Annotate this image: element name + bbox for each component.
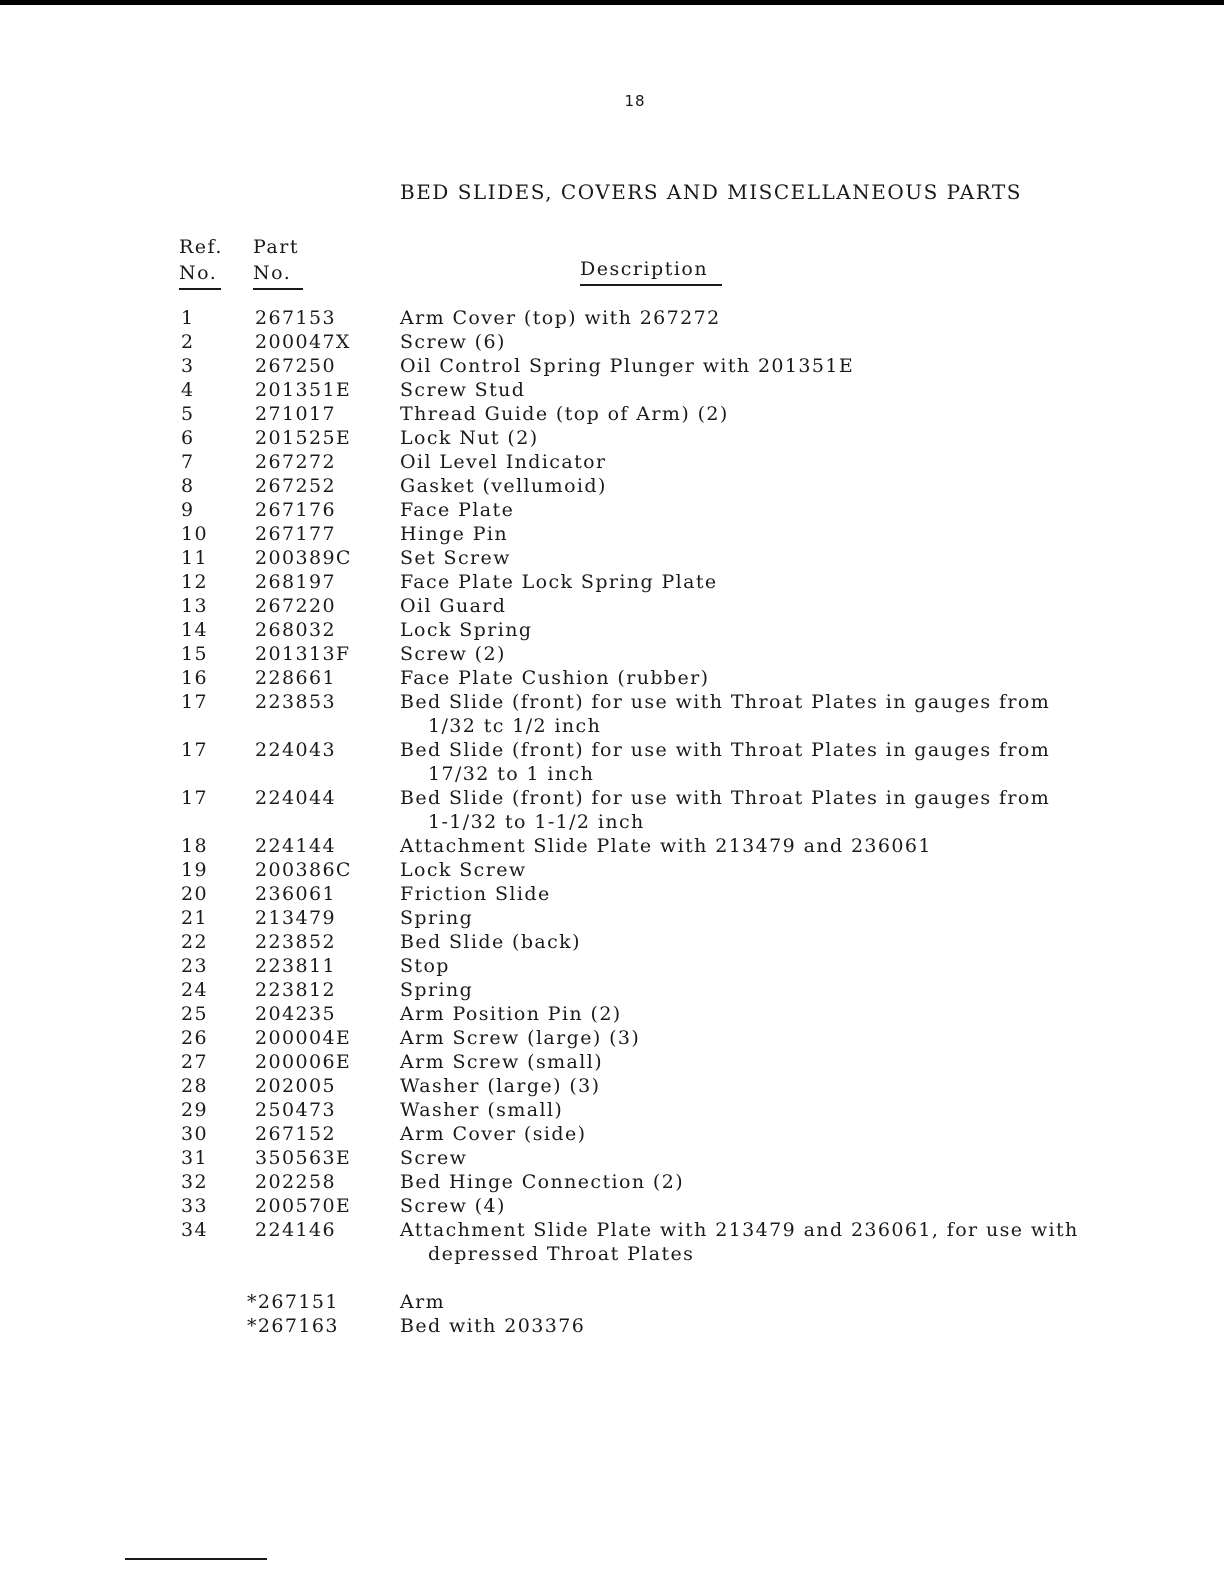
table-row [0, 930, 1224, 954]
part-description-line1: Screw Stud [400, 379, 526, 401]
part-number: 267250 [255, 355, 336, 377]
part-description [400, 1002, 1140, 1026]
part-description [400, 1194, 1140, 1218]
part-number: *267163 [247, 1315, 339, 1337]
table-row [0, 546, 1224, 570]
part-number: 224043 [255, 739, 336, 761]
page-title: BED SLIDES, COVERS AND MISCELLANEOUS PARTS [400, 180, 1022, 204]
part-number: 200047X [255, 331, 351, 353]
ref-number: 31 [181, 1147, 208, 1169]
ref-header-underline [179, 288, 221, 290]
ref-number: 17 [181, 739, 208, 761]
table-row [0, 954, 1224, 978]
part-header-line1: Part [253, 236, 299, 258]
ref-number: 1 [181, 307, 195, 329]
part-description-line2: 1-1/32 to 1-1/2 inch [428, 811, 645, 833]
part-number: 224044 [255, 787, 336, 809]
page-number: 18 [624, 92, 646, 110]
part-number: 204235 [255, 1003, 336, 1025]
part-description-line1: Lock Nut (2) [400, 427, 539, 449]
table-row [0, 522, 1224, 546]
table-row [0, 786, 1224, 834]
part-description-line1: Arm Cover (top) with 267272 [400, 307, 721, 329]
part-description-line1: Bed Hinge Connection (2) [400, 1171, 685, 1193]
part-description-line1: Attachment Slide Plate with 213479 and 236061, for use with [400, 1219, 1079, 1241]
description-header-underline [580, 284, 722, 286]
ref-number: 17 [181, 787, 208, 809]
part-number: 200389C [255, 547, 352, 569]
ref-number: 5 [181, 403, 195, 425]
table-row [0, 450, 1224, 474]
table-row [0, 1290, 1224, 1314]
table-row [0, 882, 1224, 906]
ref-number: 13 [181, 595, 208, 617]
ref-number: 26 [181, 1027, 208, 1049]
part-description-line1: Bed Slide (back) [400, 931, 581, 953]
part-header-underline [253, 288, 303, 290]
ref-number: 20 [181, 883, 208, 905]
part-number: 224146 [255, 1219, 336, 1241]
part-number: 236061 [255, 883, 336, 905]
part-number: *267151 [247, 1291, 339, 1313]
table-row [0, 1146, 1224, 1170]
part-description [400, 594, 1140, 618]
part-number: 201313F [255, 643, 351, 665]
ref-number: 28 [181, 1075, 208, 1097]
part-description-line1: Bed Slide (front) for use with Throat Plates in gauges from [400, 739, 1051, 761]
part-number: 200006E [255, 1051, 352, 1073]
part-description-line1: Arm Position Pin (2) [400, 1003, 622, 1025]
ref-header-line1: Ref. [179, 236, 223, 258]
part-number: 200004E [255, 1027, 352, 1049]
part-number: 268197 [255, 571, 336, 593]
part-description [400, 690, 1140, 738]
part-description [400, 1218, 1140, 1266]
table-row [0, 978, 1224, 1002]
part-description-line1: Washer (large) (3) [400, 1075, 601, 1097]
ref-number: 7 [181, 451, 195, 473]
part-description-line1: Hinge Pin [400, 523, 509, 545]
ref-number: 17 [181, 691, 208, 713]
extra-parts-list [0, 1290, 1224, 1338]
part-number: 267252 [255, 475, 336, 497]
table-row [0, 906, 1224, 930]
part-number: 200570E [255, 1195, 352, 1217]
part-description [400, 378, 1140, 402]
part-number: 223852 [255, 931, 336, 953]
table-row [0, 834, 1224, 858]
part-description [400, 954, 1140, 978]
ref-number: 18 [181, 835, 208, 857]
table-row [0, 426, 1224, 450]
table-row [0, 378, 1224, 402]
ref-number: 19 [181, 859, 208, 881]
top-border-rule [0, 0, 1224, 5]
table-row [0, 498, 1224, 522]
ref-number: 2 [181, 331, 195, 353]
part-description [400, 978, 1140, 1002]
part-description-line1: Screw (4) [400, 1195, 506, 1217]
part-number: 202005 [255, 1075, 336, 1097]
part-description-line1: Arm Screw (large) (3) [400, 1027, 641, 1049]
part-number: 267177 [255, 523, 336, 545]
part-description [400, 1122, 1140, 1146]
footnote-rule [125, 1558, 267, 1560]
part-number: 223853 [255, 691, 336, 713]
part-number: 224144 [255, 835, 336, 857]
part-description-line1: Spring [400, 979, 474, 1001]
part-description [400, 426, 1140, 450]
table-row [0, 858, 1224, 882]
part-description-line1: Stop [400, 955, 450, 977]
part-description [400, 1050, 1140, 1074]
ref-number: 34 [181, 1219, 208, 1241]
ref-number: 25 [181, 1003, 208, 1025]
table-row [0, 1170, 1224, 1194]
part-description [400, 930, 1140, 954]
part-description [400, 402, 1140, 426]
part-description [400, 906, 1140, 930]
ref-number: 4 [181, 379, 195, 401]
part-description [400, 666, 1140, 690]
part-description [400, 1074, 1140, 1098]
part-number: 271017 [255, 403, 336, 425]
table-row [0, 1026, 1224, 1050]
ref-number: 23 [181, 955, 208, 977]
part-description [400, 570, 1140, 594]
part-description: Bed with 203376 [400, 1315, 586, 1337]
ref-number: 14 [181, 619, 208, 641]
part-description-line1: Bed Slide (front) for use with Throat Plates in gauges from [400, 787, 1051, 809]
part-description-line1: Screw (6) [400, 331, 506, 353]
table-row [0, 1194, 1224, 1218]
description-header: Description [580, 258, 709, 280]
table-row [0, 330, 1224, 354]
ref-number: 32 [181, 1171, 208, 1193]
part-number: 201525E [255, 427, 352, 449]
table-row [0, 1218, 1224, 1266]
table-row [0, 1098, 1224, 1122]
part-description-line1: Gasket (vellumoid) [400, 475, 607, 497]
part-description [400, 858, 1140, 882]
part-description-line2: 1/32 tc 1/2 inch [428, 715, 602, 737]
part-description [400, 1146, 1140, 1170]
ref-number: 33 [181, 1195, 208, 1217]
ref-number: 6 [181, 427, 195, 449]
table-row [0, 666, 1224, 690]
part-description [400, 1170, 1140, 1194]
part-description-line1: Lock Screw [400, 859, 527, 881]
part-number: 267152 [255, 1123, 336, 1145]
ref-number: 3 [181, 355, 195, 377]
part-description-line1: Spring [400, 907, 474, 929]
part-description-line1: Bed Slide (front) for use with Throat Plates in gauges from [400, 691, 1051, 713]
part-description [400, 354, 1140, 378]
table-row [0, 354, 1224, 378]
part-description-line1: Washer (small) [400, 1099, 564, 1121]
table-row [0, 570, 1224, 594]
table-row [0, 594, 1224, 618]
part-number: 267220 [255, 595, 336, 617]
ref-number: 22 [181, 931, 208, 953]
part-description [400, 450, 1140, 474]
ref-number: 11 [181, 547, 208, 569]
ref-number: 12 [181, 571, 208, 593]
table-row [0, 1050, 1224, 1074]
table-row [0, 690, 1224, 738]
part-description-line1: Set Screw [400, 547, 511, 569]
table-row [0, 402, 1224, 426]
table-row [0, 306, 1224, 330]
part-description-line1: Attachment Slide Plate with 213479 and 236061 [400, 835, 932, 857]
part-number: 267176 [255, 499, 336, 521]
ref-number: 15 [181, 643, 208, 665]
part-number: 200386C [255, 859, 352, 881]
part-description-line1: Screw [400, 1147, 468, 1169]
part-description-line1: Face Plate Lock Spring Plate [400, 571, 718, 593]
ref-number: 29 [181, 1099, 208, 1121]
parts-list [0, 306, 1224, 1266]
part-description [400, 330, 1140, 354]
ref-number: 21 [181, 907, 208, 929]
part-description-line1: Oil Level Indicator [400, 451, 607, 473]
part-description [400, 522, 1140, 546]
part-description-line1: Arm Screw (small) [400, 1051, 604, 1073]
part-number: 223812 [255, 979, 336, 1001]
part-number: 350563E [255, 1147, 352, 1169]
part-number: 268032 [255, 619, 336, 641]
ref-number: 8 [181, 475, 195, 497]
part-description [400, 738, 1140, 786]
table-row [0, 1002, 1224, 1026]
table-row [0, 1314, 1224, 1338]
ref-number: 30 [181, 1123, 208, 1145]
part-description [400, 1098, 1140, 1122]
part-number: 213479 [255, 907, 336, 929]
part-number: 201351E [255, 379, 352, 401]
part-description-line1: Screw (2) [400, 643, 506, 665]
part-description-line1: Face Plate Cushion (rubber) [400, 667, 710, 689]
part-description [400, 546, 1140, 570]
ref-number: 24 [181, 979, 208, 1001]
part-description [400, 642, 1140, 666]
part-number: 228661 [255, 667, 336, 689]
part-number: 202258 [255, 1171, 336, 1193]
part-description: Arm [400, 1291, 446, 1313]
part-description-line1: Lock Spring [400, 619, 533, 641]
ref-number: 16 [181, 667, 208, 689]
part-description-line1: Oil Guard [400, 595, 507, 617]
ref-number: 27 [181, 1051, 208, 1073]
part-header-line2: No. [253, 262, 292, 284]
part-description [400, 306, 1140, 330]
part-number: 267272 [255, 451, 336, 473]
part-description [400, 786, 1140, 834]
part-description-line1: Face Plate [400, 499, 515, 521]
table-row [0, 474, 1224, 498]
part-description-line1: Thread Guide (top of Arm) (2) [400, 403, 729, 425]
part-description [400, 882, 1140, 906]
ref-header-line2: No. [179, 262, 218, 284]
part-description-line1: Friction Slide [400, 883, 551, 905]
part-description-line1: Arm Cover (side) [400, 1123, 587, 1145]
part-description [400, 834, 1140, 858]
table-row [0, 1074, 1224, 1098]
part-number: 267153 [255, 307, 336, 329]
part-description [400, 1026, 1140, 1050]
part-number: 223811 [255, 955, 336, 977]
table-row [0, 642, 1224, 666]
part-description [400, 474, 1140, 498]
part-description-line2: depressed Throat Plates [428, 1243, 695, 1265]
table-row [0, 1122, 1224, 1146]
part-description-line1: Oil Control Spring Plunger with 201351E [400, 355, 855, 377]
table-row [0, 618, 1224, 642]
ref-number: 9 [181, 499, 195, 521]
part-number: 250473 [255, 1099, 336, 1121]
part-description-line2: 17/32 to 1 inch [428, 763, 595, 785]
part-description [400, 498, 1140, 522]
table-row [0, 738, 1224, 786]
ref-number: 10 [181, 523, 208, 545]
part-description [400, 618, 1140, 642]
